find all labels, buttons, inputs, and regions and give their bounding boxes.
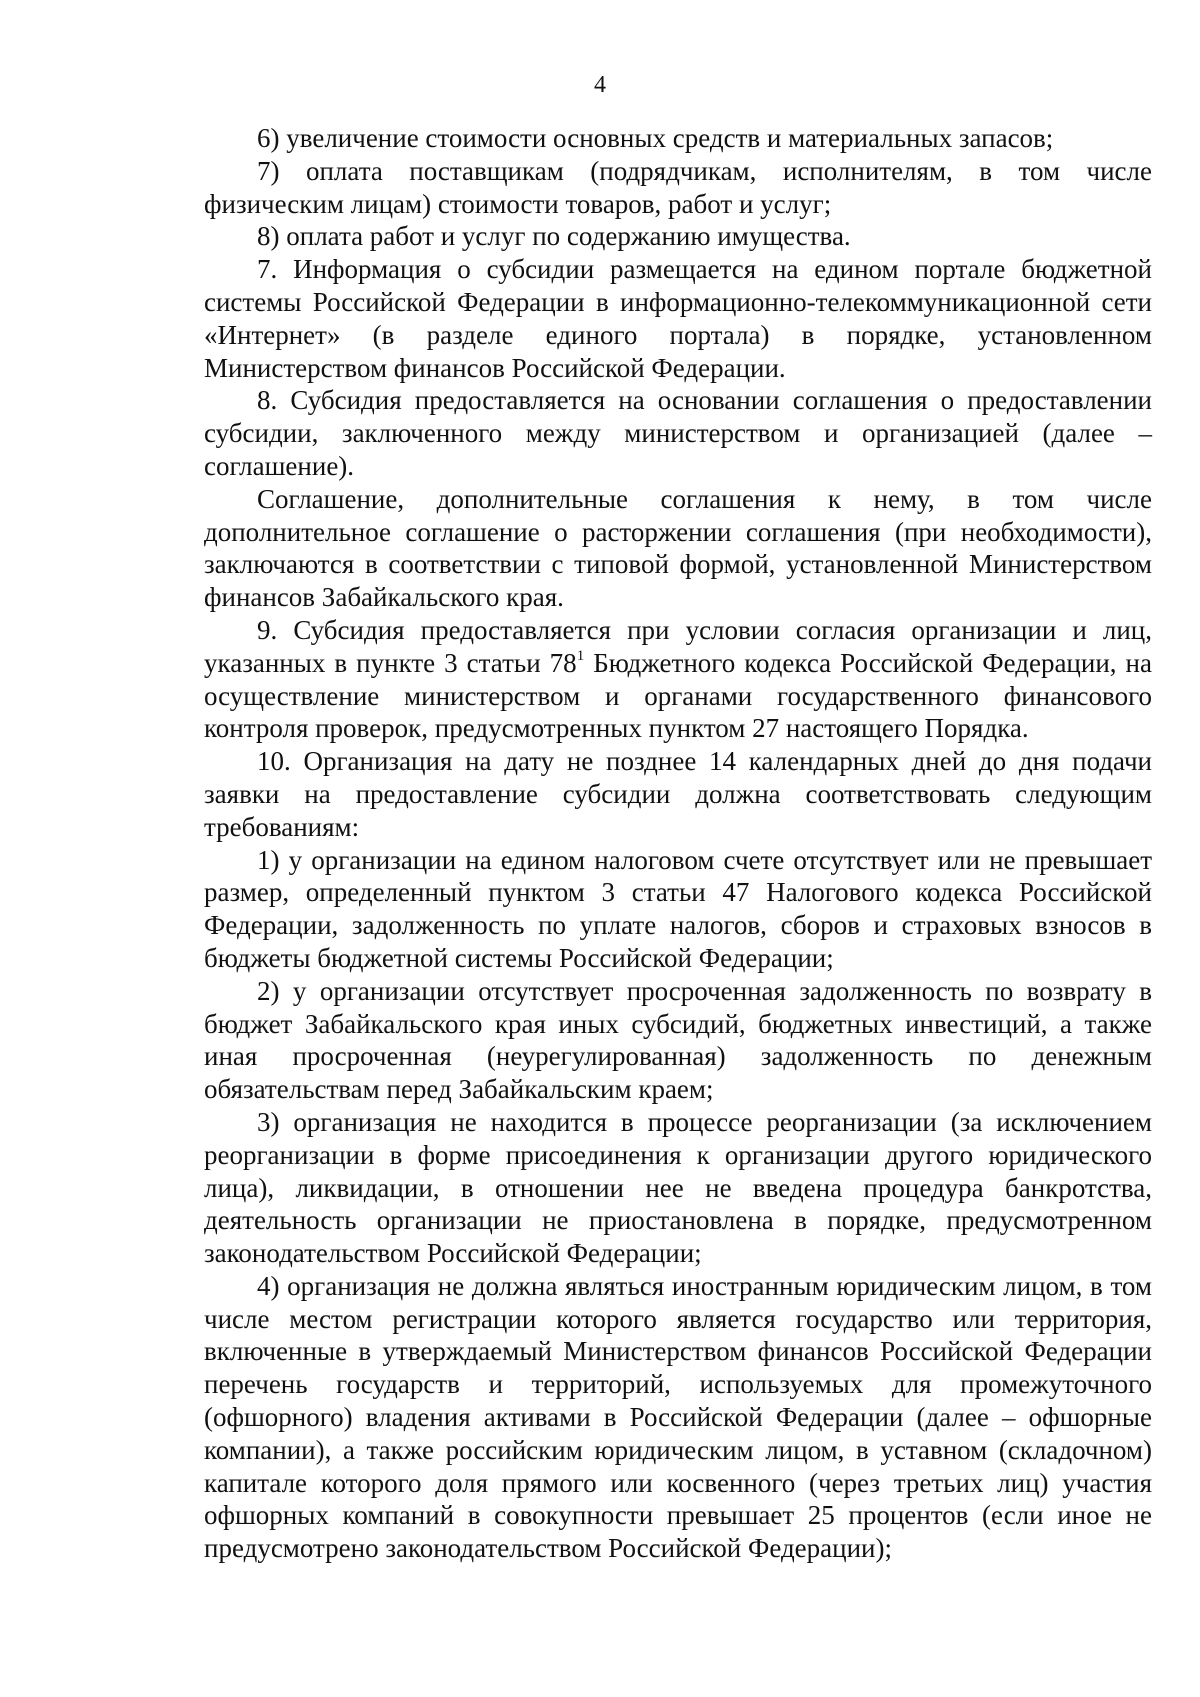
page-number: 4: [594, 72, 606, 98]
article-superscript: 1: [576, 647, 585, 664]
paragraph-clause-9: [204, 614, 1152, 745]
paragraph-agreement: Соглашение, дополнительные соглашения к нему, в том числе дополнительное соглашение о расторжении соглашения (при необходимости), заключаются в соответствии с типовой формой, установленной Министерством финансов Забайкальского края.: [204, 483, 1152, 613]
clause-9-text-before: 9. Субсидия предоставляется при условии согласия организации и лиц, указанных в пункте 3 статьи 78: [204, 614, 1152, 678]
paragraph-clause-10: 10. Организация на дату не позднее 14 календарных дней до дня подачи заявки на предоставление субсидии должна соответствовать следующим требованиям:: [204, 746, 1152, 842]
paragraph-item-6: 6) увеличение стоимости основных средств и материальных запасов;: [257, 123, 1054, 153]
paragraph-requirement-3: 3) организация не находится в процессе реорганизации (за исключением реорганизации в форме присоединения к организации другого юридического лица), ликвидации, в отношении нее не введена процедура банкротства, деятельность организации не приостановлена в порядке, предусмотренном законодательством Российской Федерации;: [204, 1106, 1152, 1269]
paragraph-requirement-4: 4) организация не должна являться иностранным юридическим лицом, в том числе местом регистрации которого является государство или территория, включенные в утверждаемый Министерством финансов Российской Федерации перечень государств и территорий, используемых для промежуточного (офшорного) владения активами в Российской Федерации (далее – офшорные компании), а также российским юридическим лицом, в уставном (складочном) капитале которого доля прямого или косвенного (через третьих лиц) участия офшорных компаний в совокупности превышает 25 процентов (если иное не предусмотрено законодательством Российской Федерации);: [204, 1270, 1152, 1564]
paragraph-item-8: 8) оплата работ и услуг по содержанию имущества.: [257, 221, 851, 252]
paragraph-clause-8: 8. Субсидия предоставляется на основании соглашения о предоставлении субсидии, заключенного между министерством и организацией (далее – соглашение).: [204, 385, 1152, 481]
document-body: [204, 122, 1152, 1565]
paragraph-item-7: 7) оплата поставщикам (подрядчикам, исполнителям, в том числе физическим лицам) стоимости товаров, работ и услуг;: [204, 155, 1152, 219]
paragraph-requirement-1: 1) у организации на едином налоговом счете отсутствует или не превышает размер, определенный пунктом 3 статьи 47 Налогового кодекса Российской Федерации, задолженность по уплате налогов, сборов и страховых взносов в бюджеты бюджетной системы Российской Федерации;: [204, 844, 1152, 973]
clause-9-text-after: Бюджетного кодекса Российской Федерации, на осуществление министерством и органами государственного финансового контроля проверок, предусмотренных пунктом 27 настоящего Порядка.: [204, 647, 1152, 744]
paragraph-clause-7: 7. Информация о субсидии размещается на едином портале бюджетной системы Российской Федерации в информационно-телекоммуникационной сети «Интернет» (в разделе единого портала) в порядке, установленном Министерством финансов Российской Федерации.: [204, 254, 1152, 383]
paragraph-requirement-2: 2) у организации отсутствует просроченная задолженность по возврату в бюджет Забайкальского края иных субсидий, бюджетных инвестиций, а также иная просроченная (неурегулированная) задолженность по денежным обязательствам перед Забайкальским краем;: [204, 975, 1152, 1105]
